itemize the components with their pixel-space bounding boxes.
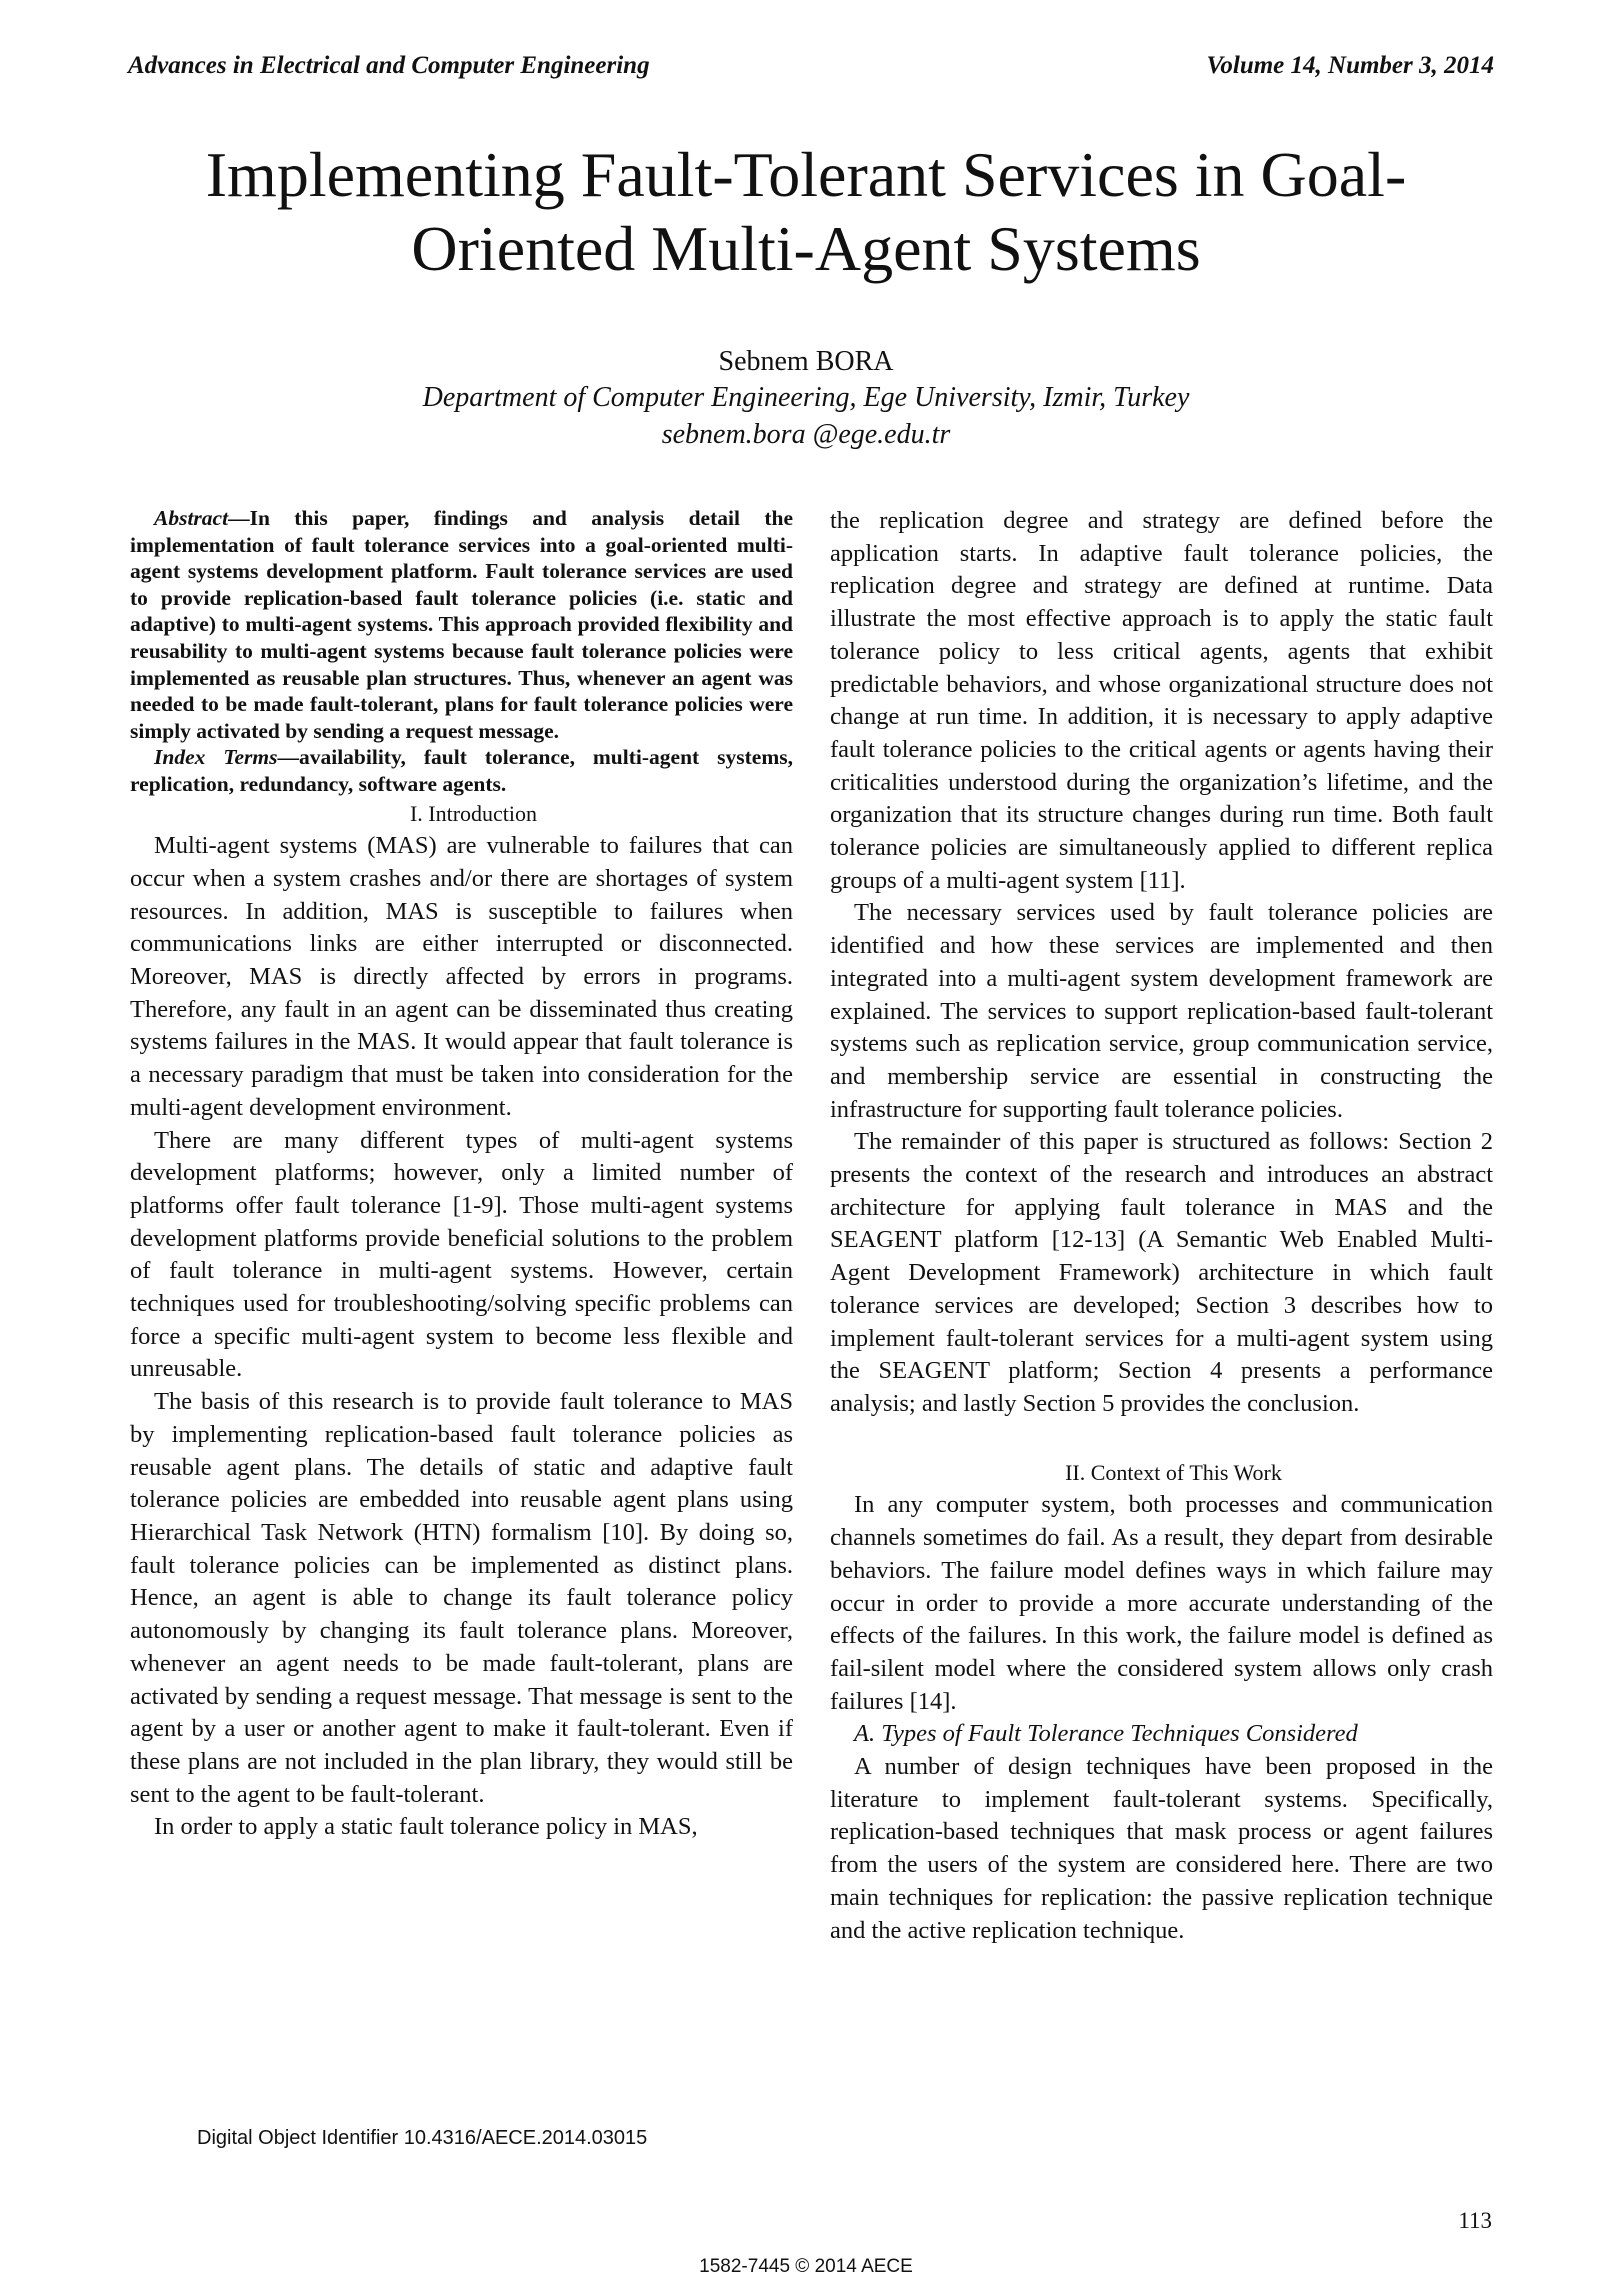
left-column	[130, 505, 793, 1844]
body-paragraph: There are many different types of multi-agent systems development platforms; however, only a limited number of platforms offer fault tolerance [1-9]. Those multi-agent systems development platforms provide beneficial solutions to the problem of fault tolerance in multi-agent systems. However, certain techniques used for troubleshooting/solving specific problems can force a specific multi-agent system to become less flexible and unreusable.	[130, 1126, 793, 1383]
body-paragraph: The basis of this research is to provide fault tolerance to MAS by implementing replication-based fault tolerance policies as reusable agent plans. The details of static and adaptive fault tolerance policies are embedded into reusable agent plans using Hierarchical Task Network (HTN) formalism [10]. By doing so, fault tolerance policies can be implemented as distinct plans. Hence, an agent is able to change its fault tolerance policy autonomously by changing its fault tolerance plans. Moreover, whenever an agent needs to be made fault-tolerant, plans are activated by sending a request message. That message is sent to the agent by a user or another agent to make it fault-tolerant. Even if these plans are not included in the plan library, they would still be sent to the agent to be fault-tolerant.	[130, 1388, 793, 1808]
doi: Digital Object Identifier 10.4316/AECE.2014.03015	[197, 2127, 648, 2149]
page-number: 113	[1458, 2208, 1492, 2233]
right-column	[830, 505, 1493, 1947]
author-block	[0, 344, 1612, 453]
body-paragraph: Multi-agent systems (MAS) are vulnerable to failures that can occur when a system crashes and/or there are shortages of system resources. In addition, MAS is susceptible to failures when communications links are either interrupted or disconnected. Moreover, MAS is directly affected by errors in programs. Therefore, any fault in an agent can be disseminated thus creating systems failures in the MAS. It would appear that fault tolerance is a necessary paradigm that must be taken into consideration for the multi-agent development environment.	[130, 832, 793, 1121]
body-paragraph: the replication degree and strategy are defined before the application starts. In adaptive fault tolerance policies, the replication degree and strategy are defined at runtime. Data illustrate the most effective approach is to apply the static fault tolerance policy to less critical agents, agents that exhibit predictable behaviors, and whose organizational structure does not change at run time. In addition, it is necessary to apply adaptive fault tolerance policies to the critical agents or agents having their criticalities understood during the organization’s lifetime, and the organization that its structure changes during run time. Both fault tolerance policies are simultaneously applied to different replica groups of a multi-agent system [11].	[830, 507, 1493, 894]
issn-copyright: 1582-7445 © 2014 AECE	[699, 2256, 913, 2277]
body-paragraph: In any computer system, both processes and communication channels sometimes do fail. As a result, they depart from desirable behaviors. The failure model defines ways in which failure may occur in order to provide a more accurate understanding of the effects of the failures. In this work, the failure model is defined as fail-silent model where the considered system allows only crash failures [14].	[830, 1491, 1493, 1715]
author-affiliation: Department of Computer Engineering, Ege University, Izmir, Turkey	[422, 382, 1190, 414]
journal-name: Advances in Electrical and Computer Engineering	[128, 52, 650, 79]
abstract-label: Abstract	[154, 506, 229, 530]
author-name: Sebnem BORA	[718, 346, 894, 377]
body-paragraph: In order to apply a static fault tolerance policy in MAS,	[154, 1813, 698, 1841]
paper-title: Implementing Fault-Tolerant Services in Goal-Oriented Multi-Agent Systems	[205, 139, 1407, 284]
abstract-text: In this paper, findings and analysis detail the implementation of fault tolerance services into a goal-oriented multi-agent systems development platform. Fault tolerance services are used to provide replication-based fault tolerance policies (i.e. static and adaptive) to multi-agent systems. This approach provided flexibility and reusability to multi-agent systems because fault tolerance policies were implemented as reusable plan structures. Thus, whenever an agent was needed to be made fault-tolerant, plans for fault tolerance policies were simply activated by sending a request message.	[130, 506, 793, 743]
author-email: sebnem.bora @ege.edu.tr	[661, 418, 951, 450]
section-heading-introduction: I. Introduction	[409, 800, 538, 826]
index-terms-label: Index Terms	[154, 745, 278, 770]
body-paragraph: A number of design techniques have been proposed in the literature to implement fault-tolerant systems. Specifically, replication-based techniques that mask process or agent failures from the users of the system are considered here. There are two main techniques for replication: the passive replication technique and the active replication technique.	[830, 1753, 1493, 1944]
section-heading-context: II. Context of This Work	[1065, 1459, 1282, 1485]
abstract: Abstract—In this paper, findings and analysis detail the implementation of fault tolerance services into a goal-oriented multi-agent systems development platform. Fault tolerance services are used to provide replication-based fault tolerance policies (i.e. static and adaptive) to multi-agent systems. This approach provided flexibility and reusability to multi-agent systems because fault tolerance policies were implemented as reusable plan structures. Thus, whenever an agent was needed to be made fault-tolerant, plans for fault tolerance policies were simply activated by sending a request message.	[130, 506, 793, 743]
index-terms: Index Terms—availability, fault tolerance, multi-agent systems, replication, redundancy, software agents.	[130, 745, 793, 796]
index-terms-text: availability, fault tolerance, multi-agent systems, replication, redundancy, software agents.	[130, 745, 793, 796]
body-paragraph: The remainder of this paper is structured as follows: Section 2 presents the context of the research and introduces an abstract architecture for applying fault tolerance in MAS and the SEAGENT platform [12-13] (A Semantic Web Enabled Multi-Agent Development Framework) architecture in which fault tolerance services are developed; Section 3 describes how to implement fault-tolerant services for a multi-agent system using the SEAGENT platform; Section 4 presents a performance analysis; and lastly Section 5 provides the conclusion.	[830, 1128, 1493, 1417]
subsection-heading: A. Types of Fault Tolerance Techniques Considered	[854, 1720, 1358, 1748]
body-paragraph: The necessary services used by fault tolerance policies are identified and how these services are implemented and then integrated into a multi-agent system development framework are explained. The services to support replication-based fault-tolerant systems such as replication service, group communication service, and membership service are essential in constructing the infrastructure for supporting fault tolerance policies.	[830, 899, 1493, 1123]
volume-info: Volume 14, Number 3, 2014	[1206, 52, 1494, 79]
